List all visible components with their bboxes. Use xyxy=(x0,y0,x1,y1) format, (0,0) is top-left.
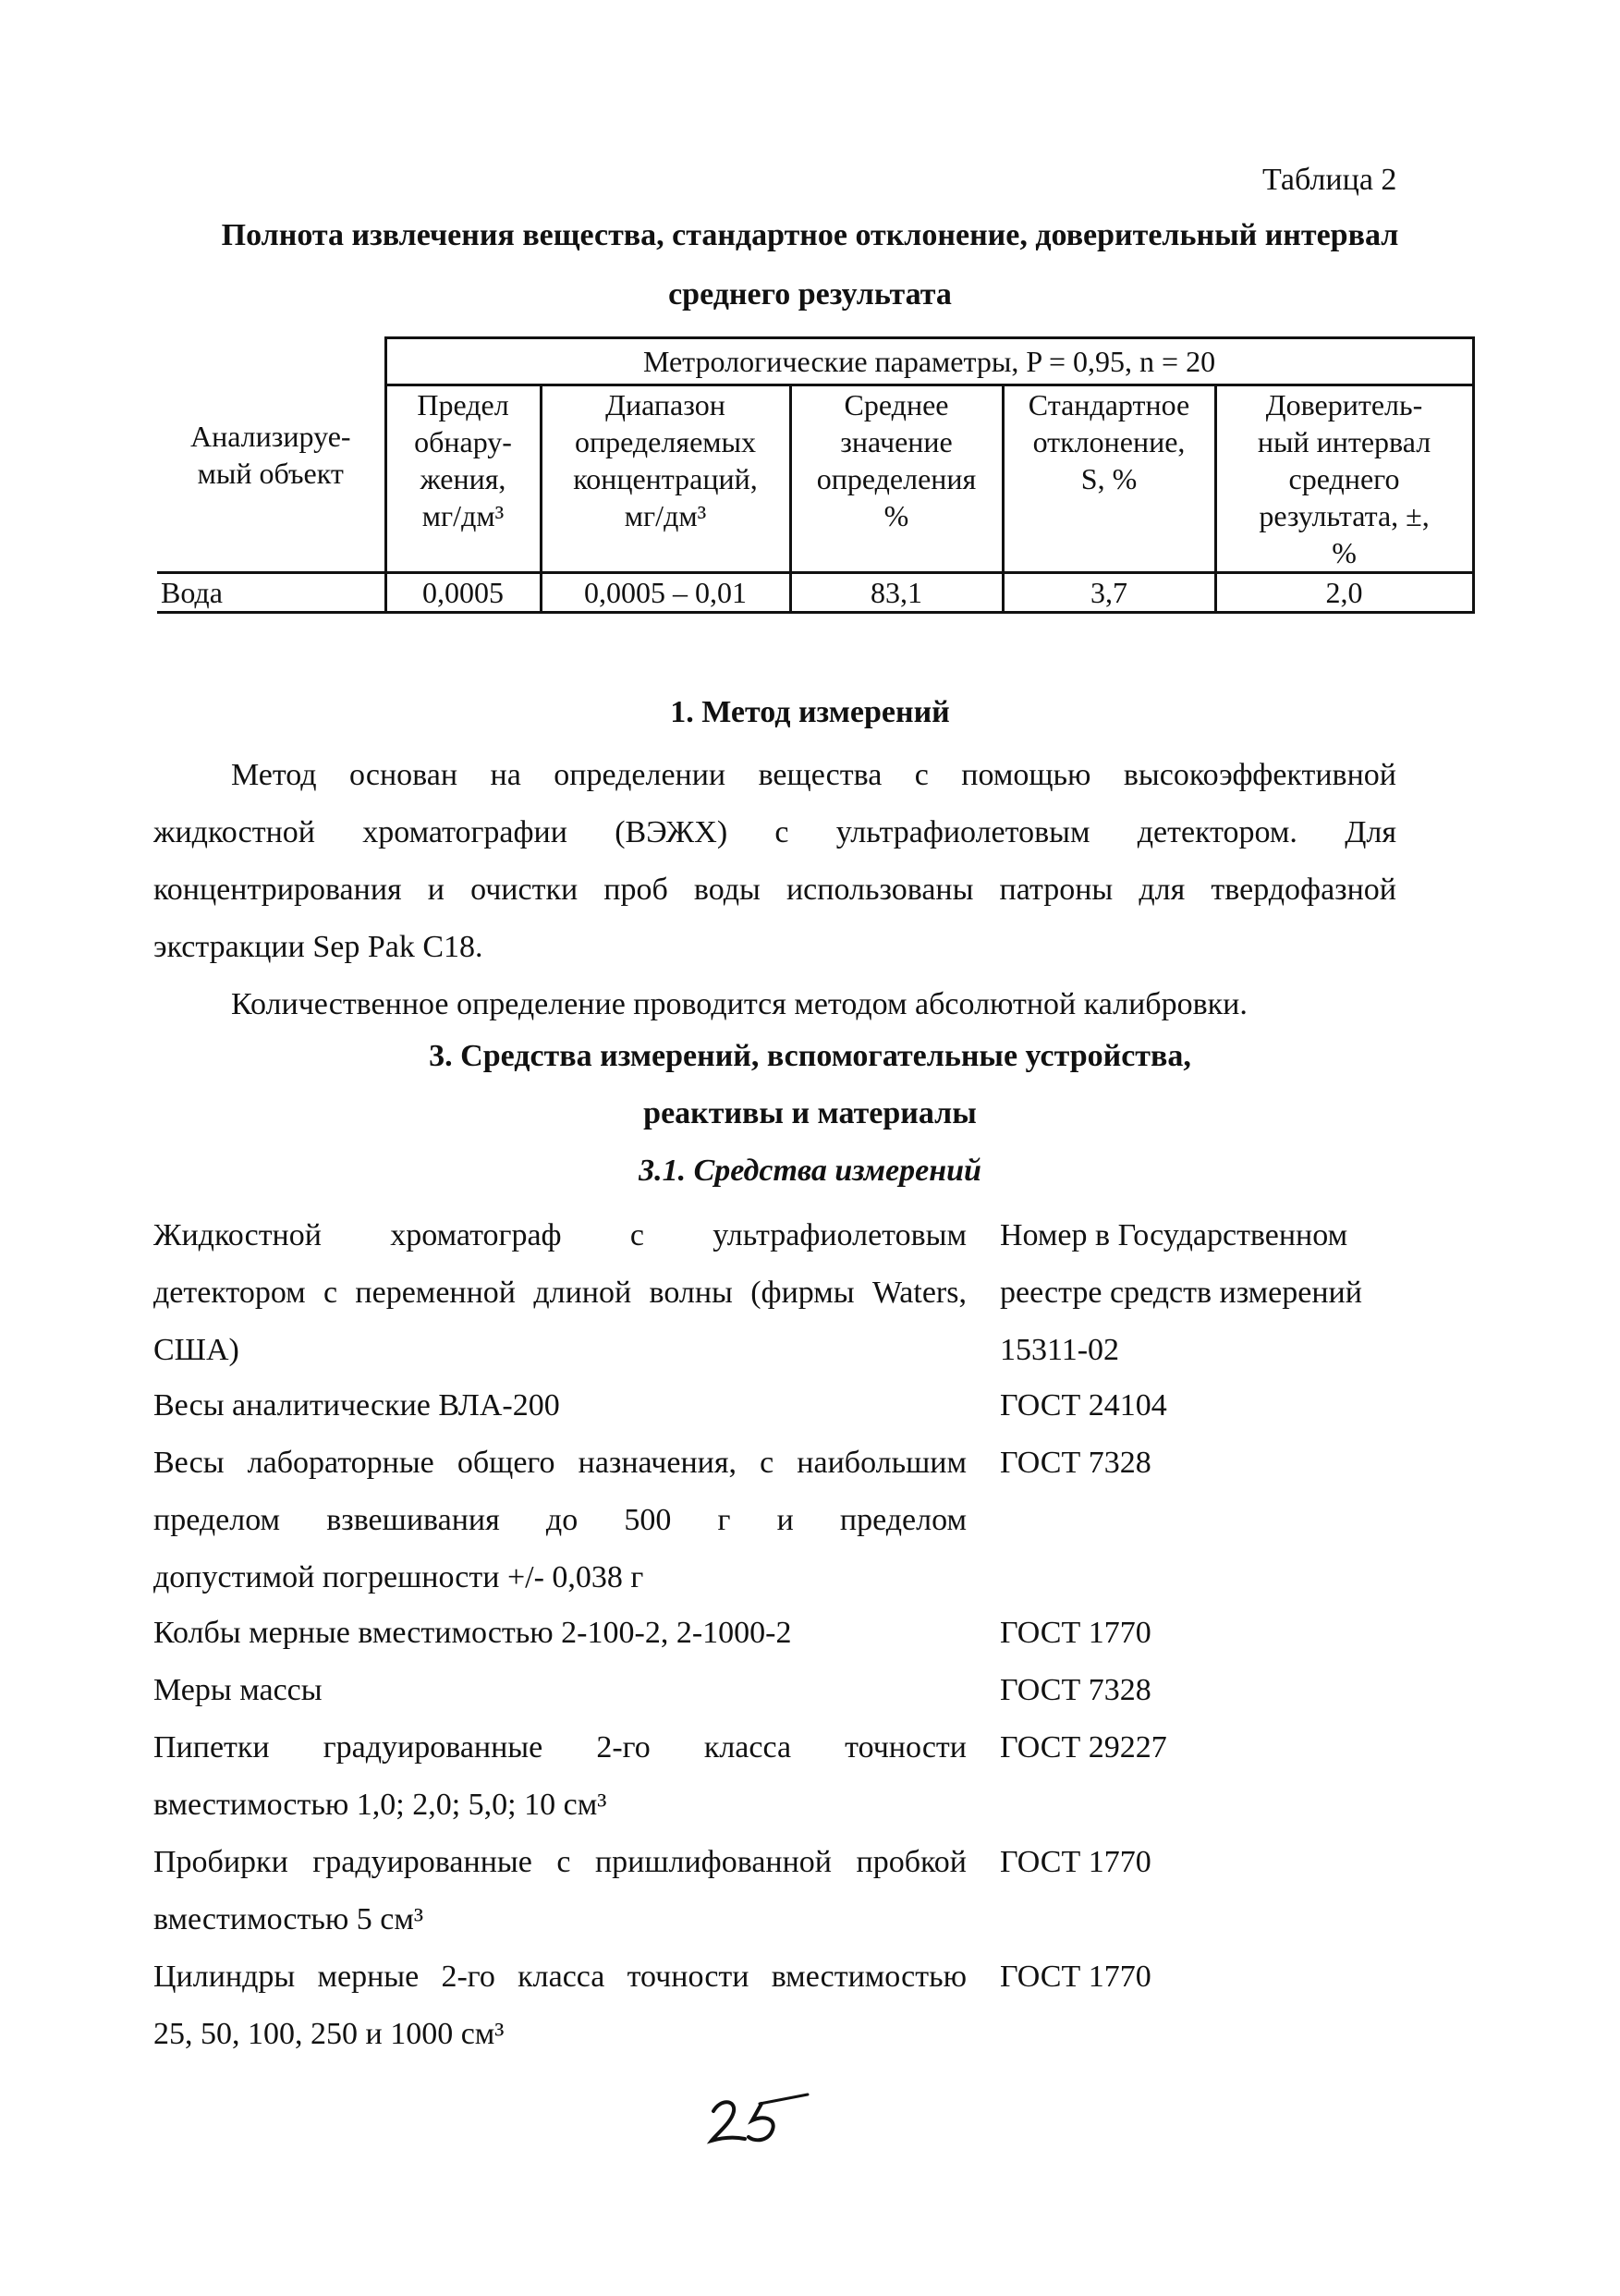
col-header-detection-limit: Предел обнару- жения, мг/дм³ xyxy=(385,385,541,573)
instrument-ref: ГОСТ 1770 xyxy=(1000,1960,1151,1994)
instrument-ref: ГОСТ 24104 xyxy=(1000,1388,1167,1423)
instrument-item: Колбы мерные вместимостью 2-100-2, 2-1000-2 xyxy=(153,1616,792,1650)
paragraph-line: концентрирования и очистки проб воды использованы патроны для твердофазной xyxy=(153,873,1396,907)
instrument-item: Цилиндры мерные 2-го класса точности вместимостью 25, 50, 100, 250 и 1000 см³ xyxy=(153,1960,967,2051)
section3-heading-line1: 3. Средства измерений, вспомогательные устройства, xyxy=(429,1039,1191,1073)
instrument-item: Весы аналитические ВЛА-200 xyxy=(153,1388,560,1423)
row-value: 3,7 xyxy=(1003,573,1215,613)
instrument-ref: ГОСТ 7328 xyxy=(1000,1673,1151,1707)
instrument-item: Весы лабораторные общего назначения, с наибольшим пределом взвешивания до 500 г и пределом допустимой погрешности +/- 0,038 г xyxy=(153,1446,967,1594)
section3-subheading: 3.1. Средства измерений xyxy=(639,1154,981,1188)
row-value: 2,0 xyxy=(1215,573,1473,613)
paragraph-line: экстракции Sep Pak C18. xyxy=(153,930,483,964)
instrument-ref: ГОСТ 7328 xyxy=(1000,1446,1151,1480)
section3-heading-line2: реактивы и материалы xyxy=(643,1096,977,1130)
handwritten-page-number xyxy=(704,2080,815,2154)
row-value: 83,1 xyxy=(790,573,1003,613)
table-title-line1: Полнота извлечения вещества, стандартное отклонение, доверительный интервал xyxy=(221,218,1399,252)
paragraph-line: Метод основан на определении вещества с помощью высокоэффективной xyxy=(231,758,1396,792)
col-header-confidence: Доверитель- ный интервал среднего результата, ±, % xyxy=(1215,385,1473,573)
instrument-item: Пипетки градуированные 2-го класса точности вместимостью 1,0; 2,0; 5,0; 10 см³ xyxy=(153,1730,967,1822)
row-value: 0,0005 – 0,01 xyxy=(541,573,790,613)
instrument-item: Жидкостной хроматограф с ультрафиолетовым детектором с переменной длиной волны (фирмы Waters, США) xyxy=(153,1218,967,1367)
col-header-mean: Среднее значение определения % xyxy=(790,385,1003,573)
paragraph-line: Количественное определение проводится методом абсолютной калибровки. xyxy=(231,987,1248,1021)
row-object: Вода xyxy=(157,573,385,613)
table-number: Таблица 2 xyxy=(1262,163,1397,197)
table-row xyxy=(157,573,1473,613)
instrument-ref: Номер в Государственном реестре средств измерений 15311-02 xyxy=(1000,1218,1362,1367)
col-header-std-dev: Стандартное отклонение, S, % xyxy=(1003,385,1215,573)
instrument-item: Пробирки градуированные с пришлифованной пробкой вместимостью 5 см³ xyxy=(153,1845,967,1936)
section1-paragraph2 xyxy=(153,976,1396,1033)
col-header-range: Диапазон определяемых концентраций, мг/дм³ xyxy=(541,385,790,573)
paragraph-line: жидкостной хроматографии (ВЭЖХ) с ультрафиолетовым детектором. Для xyxy=(153,815,1396,849)
instrument-ref: ГОСТ 29227 xyxy=(1000,1730,1167,1765)
instrument-item: Меры массы xyxy=(153,1673,323,1707)
row-value: 0,0005 xyxy=(385,573,541,613)
object-header: Анализируе- мый объект xyxy=(157,338,385,573)
table-title-line2: среднего результата xyxy=(668,277,952,311)
section1-paragraph xyxy=(153,747,1396,976)
section1-heading: 1. Метод измерений xyxy=(670,695,950,729)
instrument-ref: ГОСТ 1770 xyxy=(1000,1845,1151,1879)
group-header: Метрологические параметры, P = 0,95, n = 20 xyxy=(385,338,1473,385)
metrology-table xyxy=(157,336,1475,614)
instrument-ref: ГОСТ 1770 xyxy=(1000,1616,1151,1650)
